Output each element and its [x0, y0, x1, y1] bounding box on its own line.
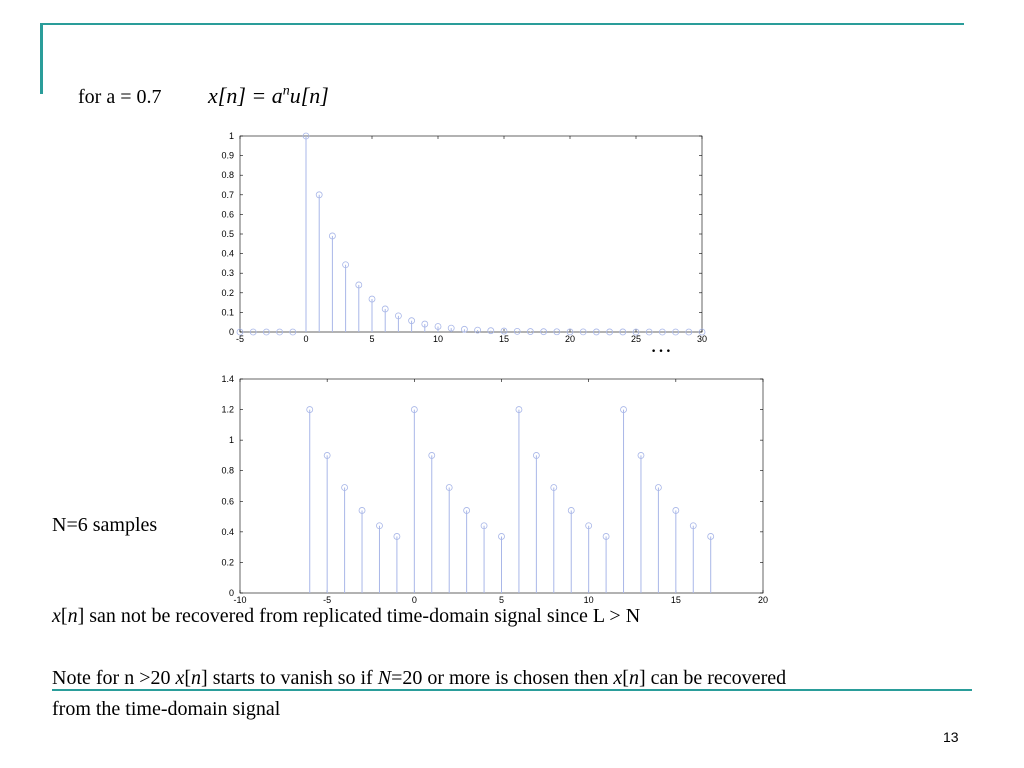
- y-tick-label: 0.2: [221, 287, 234, 298]
- x-tick-label: 0: [303, 334, 309, 344]
- y-tick-label: 1: [228, 435, 234, 446]
- y-tick-label: 0.3: [221, 268, 234, 279]
- x-tick-label: 15: [498, 334, 510, 344]
- x-tick-label: 25: [630, 334, 642, 344]
- x-tick-label: 10: [432, 334, 444, 344]
- note-n2: n: [628, 667, 639, 689]
- y-tick-label: 0.5: [221, 229, 234, 239]
- x-tick-label: -10: [233, 595, 247, 605]
- y-tick-label: 0.6: [221, 209, 234, 220]
- formula-exponent: n: [282, 83, 290, 99]
- x-tick-label: 30: [696, 334, 708, 344]
- x-tick-label: 5: [369, 334, 375, 344]
- y-tick-label: 0.1: [221, 307, 234, 318]
- y-tick-label: 0.4: [221, 248, 234, 259]
- recovery-text: san not be recovered from replicated time-domain signal since L > N: [84, 605, 641, 627]
- formula-rhs: u[n]: [289, 83, 329, 108]
- y-tick-label: 0.4: [221, 526, 234, 537]
- recovery-statement: x[n] san not be recovered from replicated time-domain signal since L > N: [52, 605, 641, 627]
- n-symbol: n: [67, 605, 78, 627]
- continuation-ellipsis: …: [650, 332, 672, 357]
- y-tick-label: 1.2: [221, 404, 234, 415]
- y-tick-label: 0: [228, 588, 234, 598]
- stem-plot-top: [221, 131, 707, 344]
- y-tick-label: 0.2: [221, 557, 234, 568]
- note-line: Note for n >20 x[n] starts to vanish so if N=20 or more is chosen then x[n] can be recovered: [52, 667, 787, 689]
- y-tick-label: 1.4: [221, 374, 234, 384]
- y-tick-label: 1: [228, 131, 234, 141]
- x-tick-label: 20: [564, 334, 576, 344]
- note-underline: [52, 689, 972, 691]
- x-tick-label: 5: [498, 595, 505, 605]
- y-tick-label: 0.7: [221, 189, 234, 200]
- note-x1: x: [175, 667, 185, 689]
- heading-label: for a = 0.7: [78, 86, 162, 108]
- x-tick-label: 10: [583, 595, 594, 605]
- note-mid2: =20 or more is chosen then: [391, 667, 614, 689]
- x-tick-label: -5: [323, 595, 332, 605]
- x-tick-label: 20: [757, 595, 769, 605]
- formula-lhs: x[n] = a: [208, 83, 283, 108]
- note-continuation: from the time-domain signal: [52, 698, 281, 720]
- x-symbol: x: [52, 605, 61, 627]
- y-tick-label: 0.9: [221, 150, 234, 161]
- y-tick-label: 0.8: [221, 170, 234, 181]
- note-mid: starts to vanish so if: [207, 667, 378, 689]
- note-n1: n: [191, 667, 202, 689]
- note-x2: x: [613, 667, 623, 689]
- note-end: can be recovered: [645, 667, 787, 689]
- plot-frame-1: [240, 136, 702, 332]
- y-tick-label: 0: [228, 327, 234, 337]
- x-tick-label: 0: [411, 595, 417, 605]
- y-tick-label: 0.8: [221, 465, 234, 476]
- note-N: N: [377, 667, 392, 689]
- note-prefix: Note for n >20: [52, 667, 176, 689]
- x-tick-label: -5: [235, 334, 245, 344]
- page-number: 13: [943, 729, 959, 745]
- stem-plot-bottom: [221, 374, 768, 605]
- x-tick-label: 15: [670, 595, 681, 605]
- y-tick-label: 0.6: [221, 496, 234, 507]
- samples-note: N=6 samples: [52, 514, 158, 536]
